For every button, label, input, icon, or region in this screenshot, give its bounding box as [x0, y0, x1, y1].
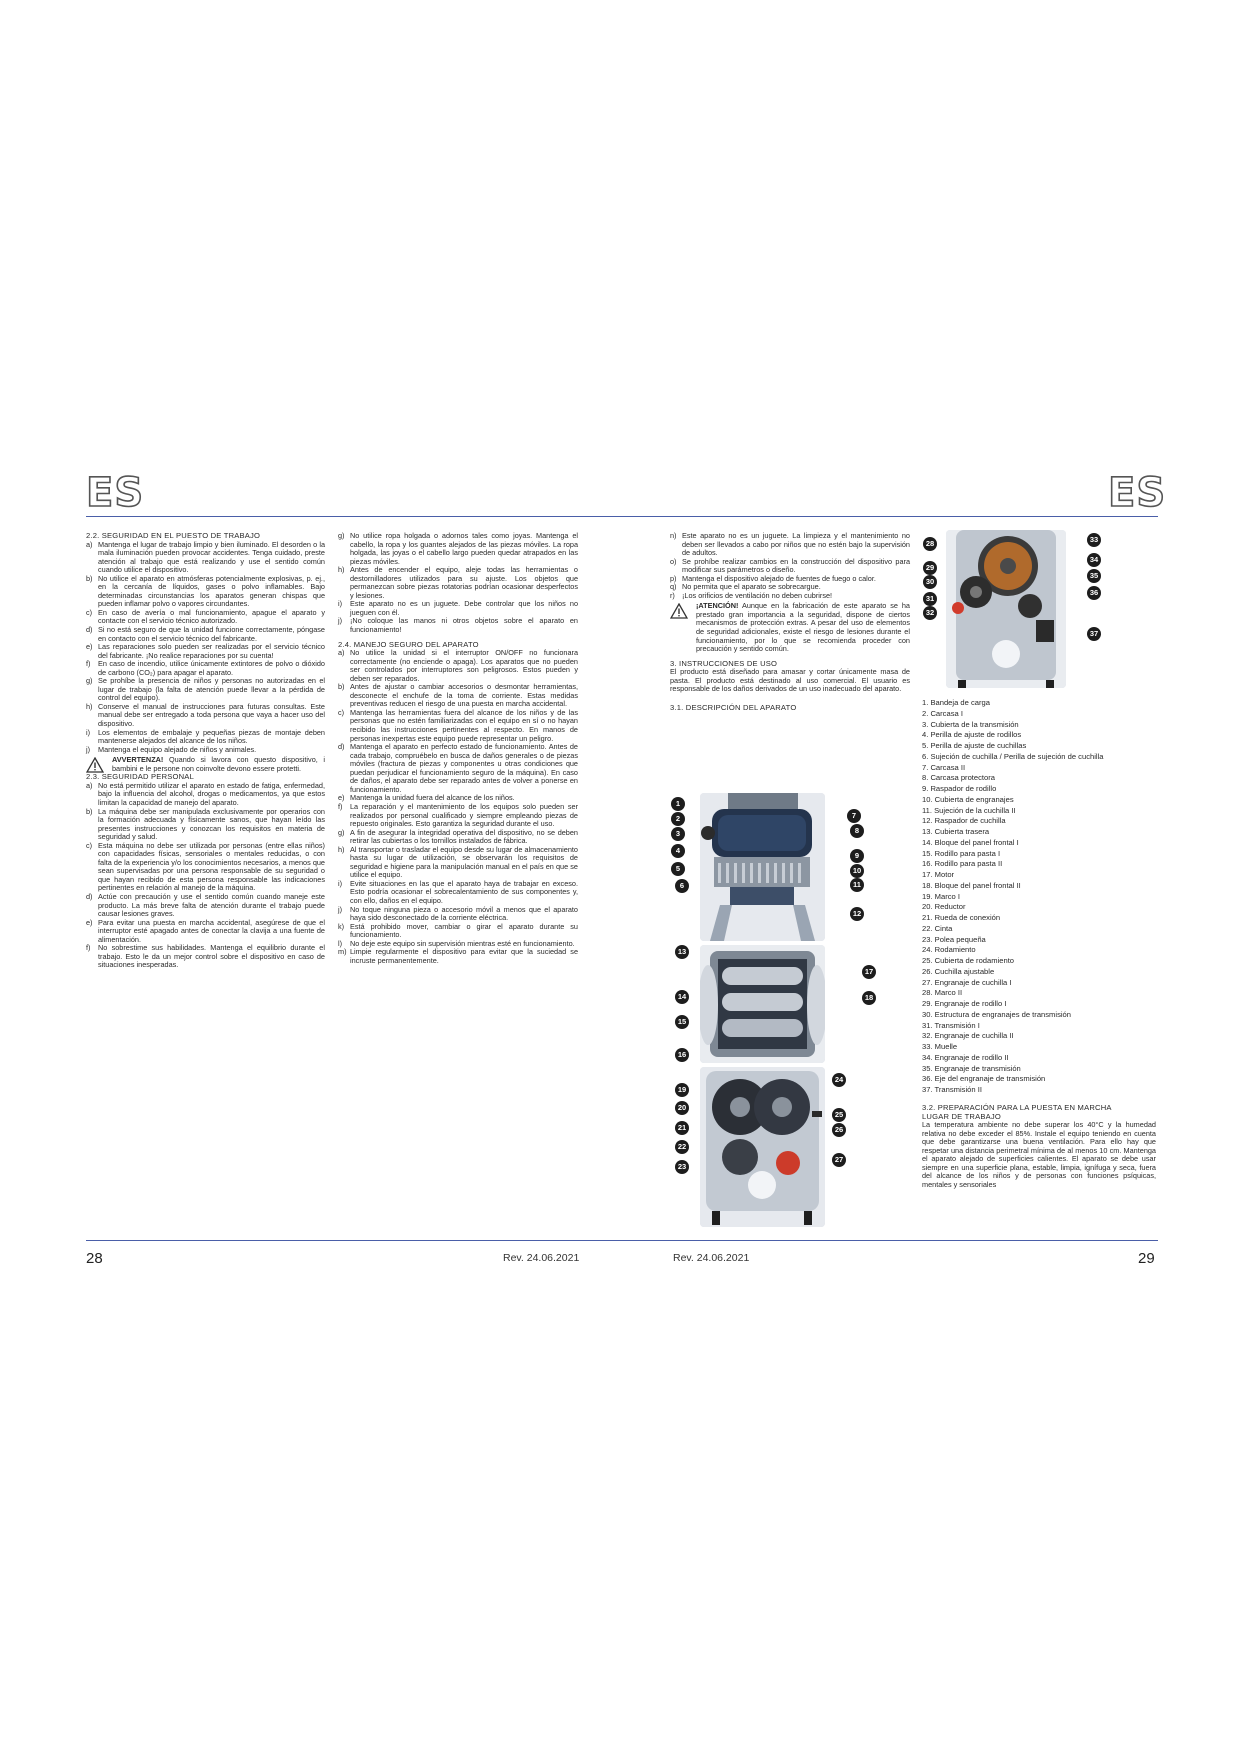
list-item: 16. Rodillo para pasta II [922, 859, 1003, 869]
list-item: 21. Rueda de conexión [922, 913, 1001, 922]
callout-badge: 10 [850, 864, 864, 878]
list-item: 18. Bloque del panel frontal II [922, 880, 1021, 890]
language-code-right: ES [1108, 470, 1167, 516]
column-4-section [922, 1104, 1156, 1189]
list-item: r) ¡Los orificios de ventilación no deben cubrirse! [670, 590, 833, 600]
page-number-right: 29 [1138, 1250, 1155, 1267]
list-item: c) Esta máquina no debe ser utilizada por personas (entre ellas niños) con capacidades físicas, sensoriales o mentales reducidas, o con falta de la experiencia y/o los conocimientos necesarios, a menos que sean supervisadas por una persona responsable de su seguridad o que hayan recibido de esta persona responsable las indicaciones pertinentes en relación al manejo de la máquina. [86, 840, 325, 893]
list-item: i) Este aparato no es un juguete. Debe controlar que los niños no jueguen con él. [338, 599, 578, 617]
list-item: 35. Engranaje de transmisión [922, 1063, 1021, 1073]
section-title-2-2: 2.2. SEGURIDAD EN EL PUESTO DE TRABAJO [86, 531, 261, 540]
list-item: 10. Cubierta de engranajes [922, 794, 1014, 804]
revision-right: Rev. 24.06.2021 [673, 1252, 750, 1264]
callout-badge: 22 [675, 1140, 689, 1154]
list-item: m) Limpie regularmente el dispositivo para evitar que la suciedad se incruste permanentemente. [338, 947, 578, 965]
warning-note: AVVERTENZA! Quando si lavora con questo dispositivo, i bambini e le persone non coinvolte devono essere protetti. [86, 756, 325, 773]
list-item: 7. Carcasa II [922, 762, 966, 772]
list-item: 29. Engranaje de rodillo I [922, 999, 1007, 1008]
list-item: 19. Marco I [922, 891, 960, 901]
callout-badge: 5 [671, 862, 685, 876]
callout-badge: 7 [847, 809, 861, 823]
list-item: 15. Rodillo para pasta I [922, 848, 1001, 858]
callout-badge: 33 [1087, 533, 1101, 547]
callout-badge: 37 [1087, 627, 1101, 641]
callout-badge: 2 [671, 812, 685, 826]
list-item: 25. Cubierta de rodamiento [922, 956, 1015, 965]
page-number-left: 28 [86, 1250, 103, 1267]
list-item: 23. Polea pequeña [922, 934, 986, 944]
list-item: 11. Sujeción de la cuchilla II [922, 805, 1016, 815]
section-title-2-4: 2.4. MANEJO SEGURO DEL APARATO [338, 639, 479, 649]
list-item: l) No deje este equipo sin supervisión mientras esté en funcionamiento. [338, 938, 575, 948]
list-item: b) La máquina debe ser manipulada exclusivamente por operarios con la formación adecuada y físicamente sanos, que hayan leído las presentes instrucciones y conozcan los requisitos en materia de seguridad y salud. [86, 806, 325, 842]
warning-icon [670, 603, 688, 622]
callout-badge: 4 [671, 844, 685, 858]
callout-badge: 3 [671, 827, 685, 841]
list-item: e) Mantenga la unidad fuera del alcance de los niños. [338, 793, 515, 803]
callout-badge: 8 [850, 824, 864, 838]
column-1 [86, 532, 325, 970]
list-item: f) En caso de incendio, utilice únicamente extintores de polvo o dióxido de carbono (CO₂) para apagar el aparato. [86, 659, 325, 677]
section-title-3-2: 3.2. PREPARACIÓN PARA LA PUESTA EN MARCHA [922, 1103, 1112, 1112]
warning-label: ¡ATENCIÓN! [696, 601, 739, 611]
list-item: b) No utilice el aparato en atmósferas potencialmente explosivas, p. ej., en la cercanía de líquidos, gases o polvo inflamables. Bajo determinadas circunstancias los aparatos generan chispas que pueden inflamar polvo o vapores circundantes. [86, 573, 325, 609]
list-item: 26. Cuchilla ajustable [922, 966, 995, 976]
list-item: 12. Raspador de cuchilla [922, 816, 1006, 826]
callout-badge: 1 [671, 797, 685, 811]
list-item: d) Si no está seguro de que la unidad funcione correctamente, póngase en contacto con el servicio técnico del fabricante. [86, 625, 325, 643]
callout-badge: 11 [850, 878, 864, 892]
list-item: 14. Bloque del panel frontal I [922, 837, 1019, 847]
list-item: a) No utilice la unidad si el interruptor ON/OFF no funcionara correctamente (no enciende o apaga). Los aparatos que no pueden ser controlados por interruptores son peligrosos. Estos pueden y deben ser reparados. [338, 648, 578, 683]
list-item: a) No está permitido utilizar el aparato en estado de fatiga, enfermedad, bajo la influencia del alcohol, drogas o medicamentos, ya que estos limitan la capacidad de manejo del aparato. [86, 780, 325, 807]
section-title-3: 3. INSTRUCCIONES DE USO [670, 658, 778, 668]
list-item: g) A fin de asegurar la integridad operativa del dispositivo, no se deben retirar las cubiertas o los tornillos instalados de fábrica. [338, 827, 578, 846]
callout-badge: 20 [675, 1101, 689, 1115]
callout-badge: 12 [850, 907, 864, 921]
list-item: e) Para evitar una puesta en marcha accidental, asegúrese de que el interruptor esté apagado antes de conectar la clavija a una fuente de alimentación. [86, 917, 325, 944]
list-item: p) Mantenga el dispositivo alejado de fuentes de fuego o calor. [670, 573, 876, 583]
callout-badge: 13 [675, 945, 689, 959]
callout-badge: 16 [675, 1048, 689, 1062]
list-item: e) Las reparaciones solo pueden ser realizadas por el servicio técnico del fabricante. ¡No realice reparaciones por su cuenta! [86, 642, 325, 660]
list-item: 4. Perilla de ajuste de rodillos [922, 730, 1022, 740]
list-item: h) Conserve el manual de instrucciones para futuras consultas. Este manual debe ser entregado a toda persona que vaya a hacer uso del dispositivo. [86, 701, 325, 729]
list-item: j) ¡No coloque las manos ni otros objetos sobre el aparato en funcionamiento! [338, 616, 578, 635]
callout-badge: 35 [1087, 569, 1101, 583]
list-item: 3. Cubierta de la transmisión [922, 719, 1019, 729]
list-item: h) Antes de encender el equipo, aleje todas las herramientas o destornilladores utilizados para su ajuste. Los objetos que permanezcan sobre piezas rotatorias podrían ocasionar desperfectos y lesiones. [338, 565, 578, 600]
callout-badge: 30 [923, 575, 937, 589]
list-item: d) Actúe con precaución y use el sentido común cuando maneje este producto. La más breve falta de atención durante el trabajo puede causar lesiones graves. [86, 891, 325, 919]
list-item: j) No toque ninguna pieza o accesorio móvil a menos que el aparato haya sido desconectado de la corriente eléctrica. [338, 904, 578, 923]
callout-badge: 14 [675, 990, 689, 1004]
list-item: 32. Engranaje de cuchilla II [922, 1031, 1014, 1041]
list-item: c) En caso de avería o mal funcionamiento, apague el aparato y contacte con el servicio técnico autorizado. [86, 607, 325, 626]
list-item: 20. Reductor [922, 902, 966, 912]
section-title-3-1: 3.1. DESCRIPCIÓN DEL APARATO [670, 702, 797, 712]
callout-badge: 31 [923, 592, 937, 606]
callout-badge: 19 [675, 1083, 689, 1097]
list-item: 2. Carcasa I [922, 708, 963, 718]
list-item: 9. Raspador de rodillo [922, 784, 997, 793]
list-item: n) Este aparato no es un juguete. La limpieza y el mantenimiento no deben ser llevados a cabo por niños que no estén bajo la supervisión de adultos. [670, 531, 910, 558]
section-title-2-3: 2.3. SEGURIDAD PERSONAL [86, 772, 194, 782]
callout-badge: 6 [675, 879, 689, 893]
callout-badge: 28 [923, 537, 937, 551]
callout-badge: 29 [923, 561, 937, 575]
usage-paragraph: El producto está diseñado para amasar y cortar únicamente masa de pasta. El producto está destinado al uso comercial. El usuario es responsable de los daños derivados de un uso inadecuado del aparato. [670, 667, 910, 694]
list-item: i) Los elementos de embalaje y pequeñas piezas de montaje deben mantenerse alejados del alcance de los niños. [86, 727, 325, 746]
list-item: 1. Bandeja de carga [922, 698, 990, 707]
list-item: 31. Transmisión I [922, 1020, 980, 1030]
callout-badge: 23 [675, 1160, 689, 1174]
callout-badge: 27 [832, 1153, 846, 1167]
callout-badge: 9 [850, 849, 864, 863]
callout-badge: 25 [832, 1108, 846, 1122]
callout-badge: 17 [862, 965, 876, 979]
column-2 [338, 532, 578, 965]
callout-badge: 24 [832, 1073, 846, 1087]
list-item: 28. Marco II [922, 988, 963, 998]
warning-icon [86, 757, 104, 776]
device-photo-gears [700, 1067, 825, 1227]
list-item: k) Está prohibido mover, cambiar o girar el aparato durante su funcionamiento. [338, 921, 578, 940]
warning-note: ¡ATENCIÓN! Aunque en la fabricación de este aparato se ha prestado gran importancia a la seguridad, dispone de ciertos mecanismos de protección extras. A pesar del uso de elementos de seguridad adicionales, existe el riesgo de lesiones durante el funcionamiento, por lo que se recomienda proceder con precaución y sentido común. [670, 602, 910, 653]
list-item: g) No utilice ropa holgada o adornos tales como joyas. Mantenga el cabello, la ropa y los guantes alejados de las piezas móviles. La ropa holgada, las joyas o el cabello largo pueden quedar atrapados en las piezas móviles. [338, 531, 578, 566]
header-rule [86, 516, 1158, 517]
list-item: 33. Muelle [922, 1042, 958, 1051]
list-item: 8. Carcasa protectora [922, 773, 996, 783]
list-item: 24. Rodamiento [922, 945, 976, 955]
list-item: 5. Perilla de ajuste de cuchillas [922, 741, 1027, 750]
workplace-paragraph: La temperatura ambiente no debe superar los 40°C y la humedad relativa no debe exceder el 85%. Instale el equipo teniendo en cuenta que debe garantizarse una buena ventilación. Para ello hay que respetar una distancia perimetral mínima de al menos 10 cm. Mantenga el aparato alejado de superficies calientes. El aparato se debe usar siempre en una superficie plana, estable, limpia, ignífuga y seca, fuera del alcance de los niños y de personas con funciones psíquicas, mentales y sensoriales [922, 1120, 1156, 1189]
list-item: f) No sobrestime sus habilidades. Mantenga el equilibrio durante el trabajo. Esto le da un mejor control sobre el dispositivo en caso de situaciones inesperadas. [86, 943, 325, 970]
list-item: c) Mantenga las herramientas fuera del alcance de los niños y de las personas que no estén familiarizadas con el equipo en sí o no hayan recibido las instrucciones pertinentes al respecto. En manos de personas inexpertas este equipo puede representar un peligro. [338, 707, 578, 743]
device-photo-rollers [700, 945, 825, 1063]
callout-badge: 21 [675, 1121, 689, 1135]
footer-rule [86, 1240, 1158, 1241]
list-item: h) Al transportar o trasladar el equipo desde su lugar de almacenamiento hasta su lugar de utilización, se observarán los requisitos de seguridad e higiene para la manipulación manual en el país en que se utilice el equipo. [338, 844, 578, 880]
section-subtitle: LUGAR DE TRABAJO [922, 1111, 1002, 1121]
list-item: g) Se prohíbe la presencia de niños y personas no autorizadas en el lugar de trabajo (la falta de atención puede llevar a la pérdida de control del equipo). [86, 676, 325, 703]
list-item: 30. Estructura de engranajes de transmisión [922, 1009, 1072, 1019]
list-item: 27. Engranaje de cuchilla I [922, 977, 1012, 987]
callout-badge: 15 [675, 1015, 689, 1029]
callout-badge: 26 [832, 1123, 846, 1137]
callout-badge: 18 [862, 991, 876, 1005]
list-item: b) Antes de ajustar o cambiar accesorios o desmontar herramientas, desconecte el enchufe de la toma de corriente. Estas medidas preventivas reducen el riesgo de una puesta en marcha accidental. [338, 682, 578, 709]
callout-badge: 32 [923, 606, 937, 620]
list-item: j) Mantenga el equipo alejado de niños y animales. [86, 744, 257, 754]
list-item: o) Se prohíbe realizar cambios en la construcción del dispositivo para modificar sus parámetros o diseño. [670, 556, 910, 575]
list-item: 36. Eje del engranaje de transmisión [922, 1074, 1046, 1084]
list-item: a) Mantenga el lugar de trabajo limpio y bien iluminado. El desorden o la mala iluminación pueden provocar accidentes. Tenga cuidado, preste atención al trabajo que está realizando y use el sentido común cuando utilice el dispositivo. [86, 539, 325, 575]
parts-list [922, 698, 1104, 1096]
callout-badge: 34 [1087, 553, 1101, 567]
list-item: 37. Transmisión II [922, 1085, 982, 1094]
list-item: 6. Sujeción de cuchilla / Perilla de sujeción de cuchilla [922, 751, 1104, 761]
list-item: 13. Cubierta trasera [922, 827, 990, 836]
list-item: f) La reparación y el mantenimiento de los equipos solo pueden ser realizados por personal cualificado y siempre empleando piezas de repuesto originales. Esto garantiza la seguridad durante el uso. [338, 801, 578, 829]
column-3 [670, 532, 910, 712]
warning-label: AVVERTENZA! [112, 755, 164, 765]
list-item: d) Mantenga el aparato en perfecto estado de funcionamiento. Antes de cada trabajo, compruébelo en busca de daños generales o de piezas móviles (fractura de piezas y componentes u otras condiciones que puedan perjudicar el funcionamiento seguro de la máquina). En caso de daños, el aparato debe ser reparado antes de volver a ponerse en funcionamiento. [338, 742, 578, 794]
callout-badge: 36 [1087, 586, 1101, 600]
language-code-left: ES [86, 470, 145, 516]
device-photo-transmission [946, 530, 1066, 688]
list-item: 34. Engranaje de rodillo II [922, 1052, 1009, 1062]
revision-left: Rev. 24.06.2021 [503, 1252, 580, 1264]
list-item: i) Evite situaciones en las que el aparato haya de trabajar en exceso. Esto podría ocasionar el sobrecalentamiento de sus componentes y, con ello, daños en el equipo. [338, 878, 578, 905]
list-item: 22. Cinta [922, 923, 953, 933]
device-photo-front [700, 793, 825, 941]
list-item: q) No permita que el aparato se sobrecargue. [670, 582, 821, 592]
list-item: 17. Motor [922, 870, 955, 879]
